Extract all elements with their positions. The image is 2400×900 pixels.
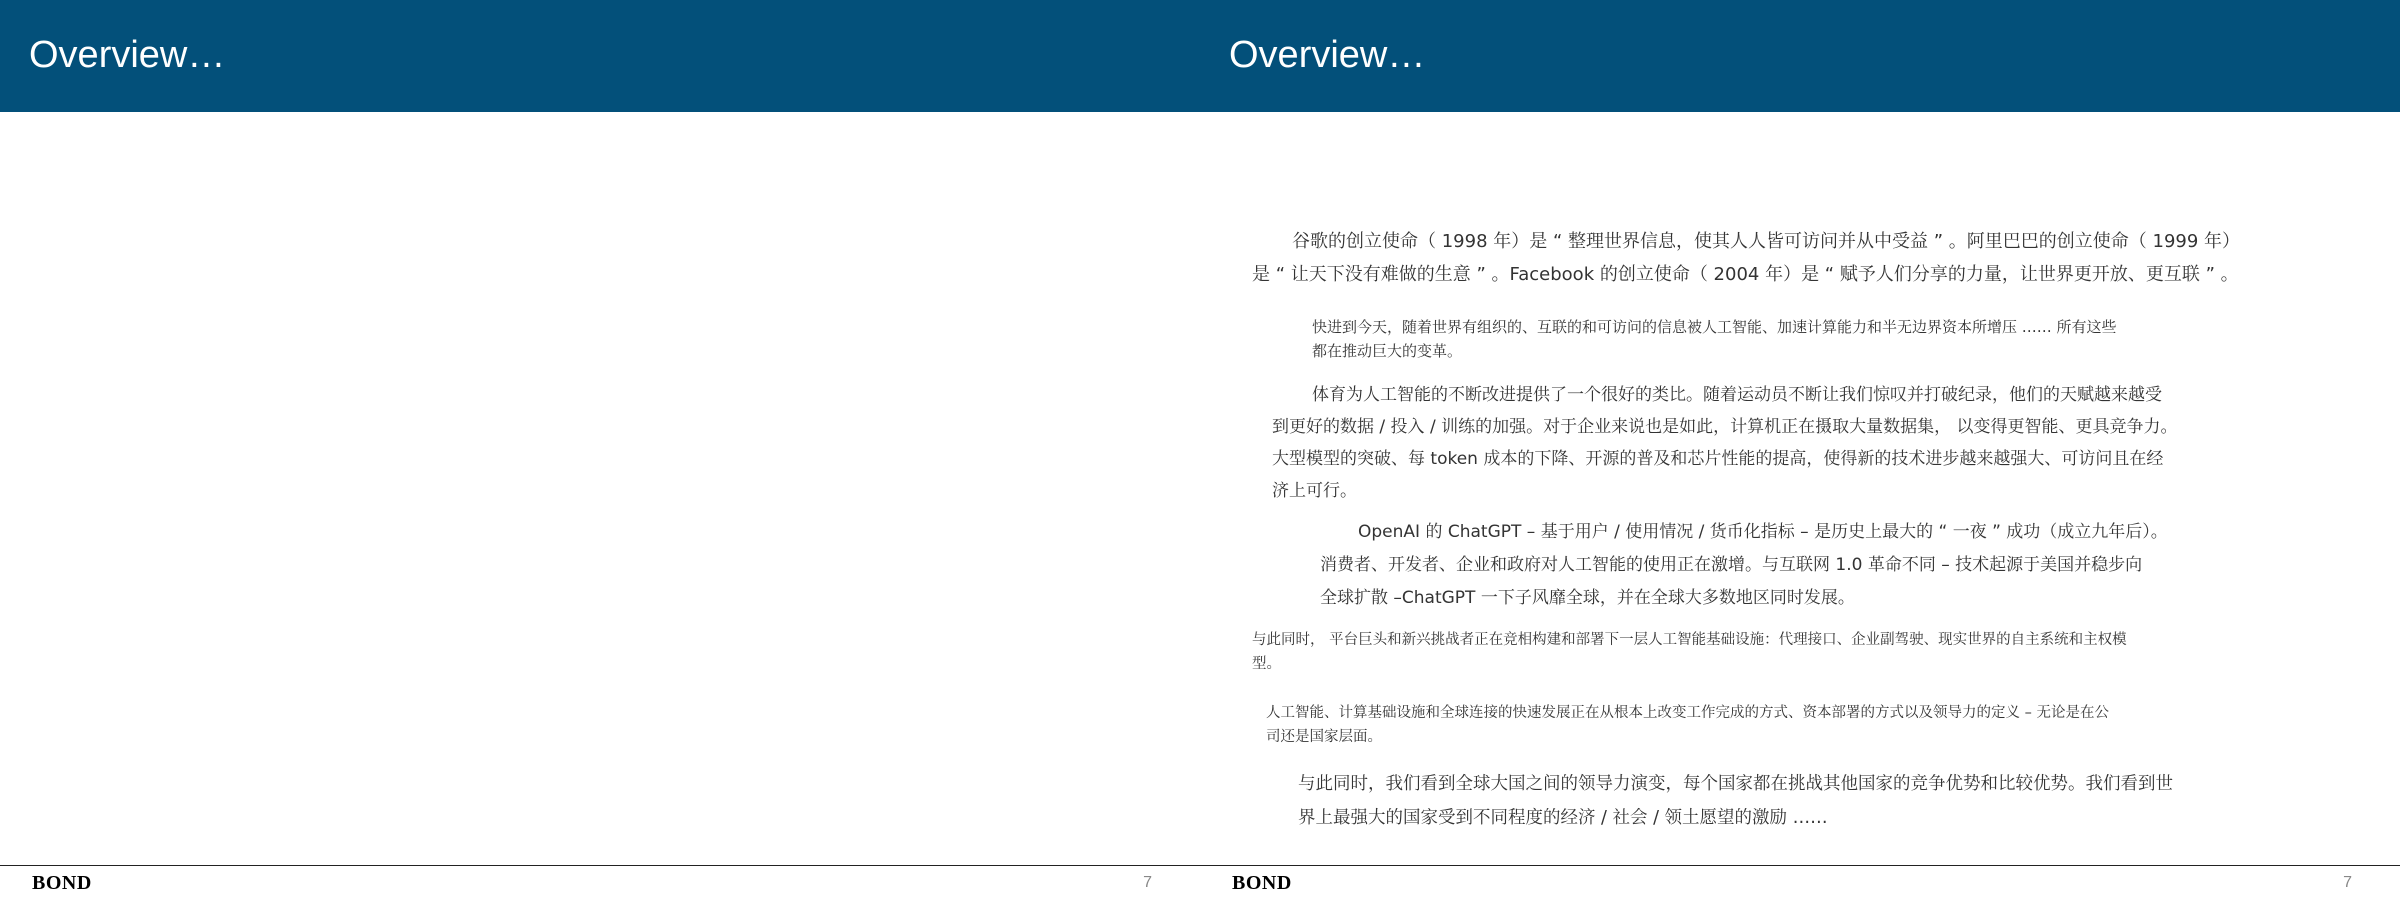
slide-title: Overview… (29, 34, 226, 76)
text-line: 到更好的数据 / 投入 / 训练的加强。对于企业来说也是如此，计算机正在摄取大量数据集， 以变得更智能、更具竞争力。 (1272, 417, 2178, 437)
slide-chinese (1200, 0, 2400, 900)
paragraph-chatgpt (0, 516, 1200, 612)
text-line (0, 228, 1200, 252)
text-line: 司还是国家层面。 (1266, 729, 1382, 745)
text-line (1200, 140, 2400, 164)
footer-divider (1200, 865, 2400, 866)
text-line (0, 588, 1200, 612)
text-line: 消费者、开发者、企业和政府对人工智能的使用正在激增。与互联网 1.0 革命不同 – 技术起源于美国并稳步向 (1320, 555, 2143, 575)
text-line (1200, 164, 2400, 188)
slide-header (0, 0, 1200, 112)
paragraph-sport-analogy (0, 380, 1200, 500)
text-line (0, 724, 1200, 748)
text-line (0, 818, 1200, 842)
page-number: 7 (1143, 874, 1152, 891)
text-line: 谷歌的创立使命（ 1998 年）是 “ 整理世界信息，使其人人皆可访问并从中受益 ” 。阿里巴巴的创立使命（ 1999 年） (1292, 231, 2241, 252)
text-line: OpenAI 的 ChatGPT – 基于用户 / 使用情况 / 货币化指标 – 是历史上最大的 “ 一夜 ” 成功（成立九年后）。 (1358, 522, 2168, 542)
slide-header (1200, 0, 2400, 112)
text-line (0, 164, 1200, 188)
text-line (0, 627, 1200, 651)
text-line (0, 140, 1200, 164)
text-line (0, 476, 1200, 500)
text-line (0, 316, 1200, 340)
text-line: 体育为人工智能的不断改进提供了一个很好的类比。随着运动员不断让我们惊叹并打破纪录，他们的天赋越来越受 (1312, 385, 2162, 405)
text-line (0, 340, 1200, 364)
text-line (0, 452, 1200, 476)
text-line (0, 564, 1200, 588)
text-line (0, 651, 1200, 675)
text-line: 快进到今天，随着世界有组织的、互联的和可访问的信息被人工智能、加速计算能力和半无边界资本所增压 …… 所有这些 (1312, 318, 2117, 336)
paragraph-missions (0, 228, 1200, 300)
text-line: 与此同时， 平台巨头和新兴挑战者正在竞相构建和部署下一层人工智能基础设施：代理接口、企业副驾驶、现实世界的自主系统和主权模 (1252, 632, 2127, 648)
text-line (0, 540, 1200, 564)
text-line: 都在推动巨大的变革。 (1312, 342, 1463, 360)
text-line: 界上最强大的国家受到不同程度的经济 / 社会 / 领土愿望的激励 …… (1298, 808, 1828, 828)
text-line (0, 516, 1200, 540)
paragraph-rapid-advances (0, 700, 1200, 748)
text-line (0, 380, 1200, 404)
text-line: 大型模型的突破、每 token 成本的下降、开源的普及和芯片性能的提高，使得新的技术进步越来越强大、可访问且在经 (1272, 449, 2164, 469)
paragraph-global-powers (0, 770, 1200, 842)
footer-divider (0, 865, 1200, 866)
text-line (0, 252, 1200, 276)
text-line (0, 770, 1200, 794)
page-number: 7 (2343, 874, 2352, 891)
text-line: 人工智能、计算基础设施和全球连接的快速发展正在从根本上改变工作完成的方式、资本部署的方式以及领导力的定义 – 无论是在公 (1266, 705, 2109, 721)
text-line (0, 276, 1200, 300)
text-line: 与此同时，我们看到全球大国之间的领导力演变，每个国家都在挑战其他国家的竞争优势和比较优势。我们看到世 (1298, 774, 2173, 794)
text-line (0, 428, 1200, 452)
paragraph-intro (0, 140, 1200, 212)
text-line (0, 700, 1200, 724)
text-line (1200, 188, 2400, 212)
text-line: 型。 (1252, 656, 1281, 672)
text-line (0, 188, 1200, 212)
text-line: 济上可行。 (1272, 481, 1357, 501)
paragraph-platform-incumbents (0, 627, 1200, 675)
text-line: 是 “ 让天下没有难做的生意 ” 。Facebook 的创立使命（ 2004 年）是 “ 赋予人们分享的力量，让世界更开放、更互联 ” 。 (1252, 264, 2239, 285)
text-line: 全球扩散 –ChatGPT 一下子风靡全球，并在全球大多数地区同时发展。 (1320, 588, 1855, 608)
bond-logo: BOND (1232, 872, 1292, 894)
paragraph-intro (1200, 140, 2400, 212)
text-line (0, 794, 1200, 818)
bond-logo: BOND (32, 872, 92, 894)
slide-title: Overview… (1229, 34, 1426, 76)
paragraph-fast-forward (0, 316, 1200, 364)
text-line (0, 404, 1200, 428)
